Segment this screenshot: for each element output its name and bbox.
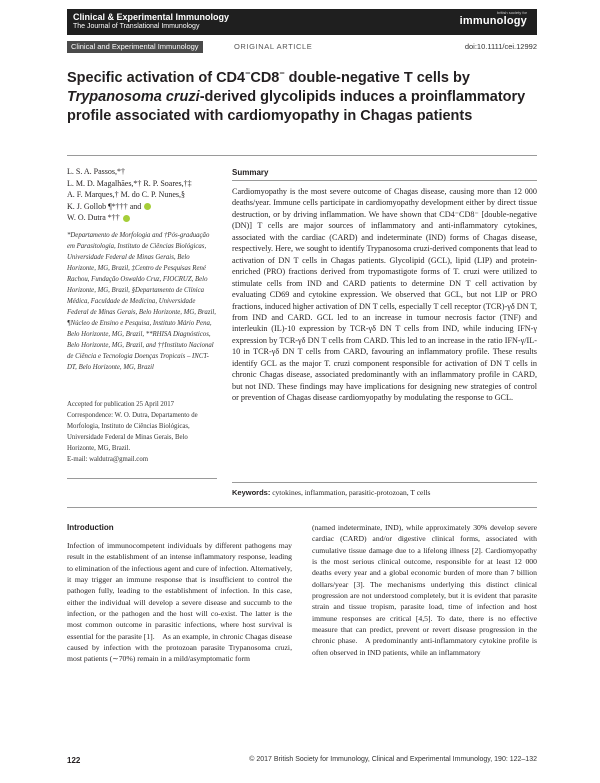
intro-column-left	[67, 522, 292, 665]
introduction-heading: Introduction	[67, 523, 114, 532]
summary-divider	[232, 180, 537, 181]
title-divider	[67, 155, 537, 156]
author-line: W. O. Dutra *††	[67, 212, 217, 224]
article-title: Specific activation of CD4−CD8− double-negative T cells by Trypanosoma cruzi-derived glycolipids induces a proinflammatory profile associated with cardiomyopathy in Chagas patients	[67, 68, 526, 124]
correspondence: Correspondence: W. O. Dutra, Departamento de Morfologia, Instituto de Ciências Biológicas, Universidade Federal de Minas Gerais, Belo Horizonte, MG, Brazil.	[67, 411, 198, 452]
introduction-text-right: (named indeterminate, IND), while approximately 30% develop severe cardiac (CARD) and/or digestive clinical forms, associated with cumulative tissue damage due to a lifelong illness [2]. Cardiomyopathy is the most serious clinical outcome, responsible for at least 12 000 deaths every year and a global economic burden of more than 7 billion dollars/year [3]. The mechanisms underlying this distinct clinical progression are not understood completely, but it is evident that parasite strain and tissue tropism, parasite load, time of infection and host immune responses are critical [4,5]. To date, there is no effective measure that can predict, prevent or revert disease progression in the chronic phase. A predominantly anti-inflammatory cytokine profile is often observed in IND patients, while an inflammatory	[312, 523, 537, 657]
body-divider	[67, 507, 537, 508]
article-type-label: ORIGINAL ARTICLE	[234, 42, 313, 51]
author-line: K. J. Gollob ¶*††† and	[67, 201, 217, 213]
journal-header-band	[67, 9, 537, 35]
summary-text: Cardiomyopathy is the most severe outcome of Chagas disease, causing more than 12 000 deaths/year. Immune cells participate in cardiomyopathy development either by direct tissue destruction, or by driving inflammation. We have shown that CD4⁻CD8⁻ [double-negative (DN)] T cells are major sources of inflammatory and anti-inflammatory cytokines, associated with the cardiac (CARD) and indeterminate (IND) forms of Chagas disease, respectively. Here, we sought to identify Trypanosoma cruzi-derived components that lead to activation of DN T cells in Chagas patients. Glycolipid (GCL), lipid (LIP) and protein-enriched (PRO) fractions derived from trypomastigote forms of T. cruzi were utilized to stimulate cells from IND and CARD patients to determine DN T cell activation by evaluating CD69 and cytokine expression. We observed that GCL, but not LIP or PRO fractions, induced higher activation of DN T cells, especially T cell receptor (TCR)-γδ DN T, from IND and CARD. GCL led to an increase in tumour necrosis factor (TNF) and interleukin (IL)-10 expression by TCR-γδ DN T cells from IND, while inducing IFN-γ expression by TCR-γδ DN T cells from CARD. This led to an increase in the ratio IFN-γ/IL-10 in TCR-γδ DN T cells from CARD, favouring an inflammatory profile. These results identify GCL as the major T. cruzi component responsible for activation of DN T cells in chronic Chagas disease, associated predominantly with an inflammatory profile in CARD, but not IND. These findings may have implications for designing new strategies of control or prevention of Chagas disease cardiomyopathy by modulating the response to GCL.	[232, 187, 537, 403]
keywords-label: Keywords:	[232, 488, 271, 497]
copyright-footer: © 2017 British Society for Immunology, Clinical and Experimental Immunology, 190: 122–132	[249, 756, 537, 763]
orcid-icon[interactable]	[144, 203, 151, 210]
author-column	[67, 166, 217, 465]
section-journal-label: Clinical and Experimental Immunology	[67, 41, 203, 53]
orcid-icon[interactable]	[123, 215, 130, 222]
author-line: L. S. A. Passos,*†	[67, 167, 126, 176]
page-number: 122	[67, 756, 81, 765]
left-column-divider	[67, 478, 217, 479]
introduction-text-left: Infection of immunocompetent individuals by different pathogens may result in the establishment of an intense inflammatory response, leading to elimination of the infectious agent and cure of infection. Alternatively, it may trigger an immune response that is insufficient to control the pathogen fully, leading to the establishment of infection. In this case, either the individual will develop a severe disease and succumb to the infection, or the pathogen and the host will co-exist. The latter is the most common outcome in parasitic infections, where host survival is essential for the parasite [1]. As an example, in chronic Chagas disease caused by infection with the protozoan parasite Trypanosoma cruzi, most patients (∼70%) remain in a mild/asymptomatic form	[67, 541, 292, 664]
summary-heading: Summary	[232, 168, 269, 177]
affiliations: *Departamento de Morfologia and †Pós-graduação em Parasitologia, Instituto de Ciências Biológicas, Universidade Federal de Minas Gerais, Belo Horizonte, MG, Brazil, ‡Centro de Pesquisas René Rachou, Fundação Oswaldo Cruz, FIOCRUZ, Belo Horizonte, MG, Brazil, §Departamento de Clínica Médica, Faculdade de Medicina, Universidade Federal de Minas Gerais, Belo Horizonte, MG, Brazil, ¶Núcleo de Ensino e Pesquisa, Instituto Mário Pena, Belo Horizonte, MG, Brazil, **RHISA Diagnósticos, Belo Horizonte, MG, Brazil, and ††Instituto Nacional de Ciência e Tecnologia Doenças Tropicais – INCT-DT, Belo Horizonte, MG, Brazil	[67, 231, 216, 371]
keywords	[232, 487, 537, 498]
journal-tagline: The Journal of Translational Immunology	[73, 23, 200, 30]
doi-link[interactable]: doi:10.1111/cei.12992	[464, 42, 537, 51]
journal-name: Clinical & Experimental Immunology	[73, 12, 230, 22]
publisher-logo-prefix: british society for	[496, 10, 527, 15]
keywords-divider	[232, 482, 537, 483]
intro-column-right	[312, 522, 537, 658]
publisher-logo: immunology	[459, 15, 527, 27]
author-line: A. F. Marques,† M. do C. P. Nunes,§	[67, 190, 186, 199]
keywords-text: cytokines, inflammation, parasitic-protozoan, T cells	[272, 488, 431, 497]
correspondence-email[interactable]: E-mail: waldutra@gmail.com	[67, 455, 149, 463]
author-line: L. M. D. Magalhães,*† R. P. Soares,†‡	[67, 178, 192, 188]
section-bar	[67, 41, 537, 53]
accepted-date: Accepted for publication 25 April 2017	[67, 400, 175, 408]
